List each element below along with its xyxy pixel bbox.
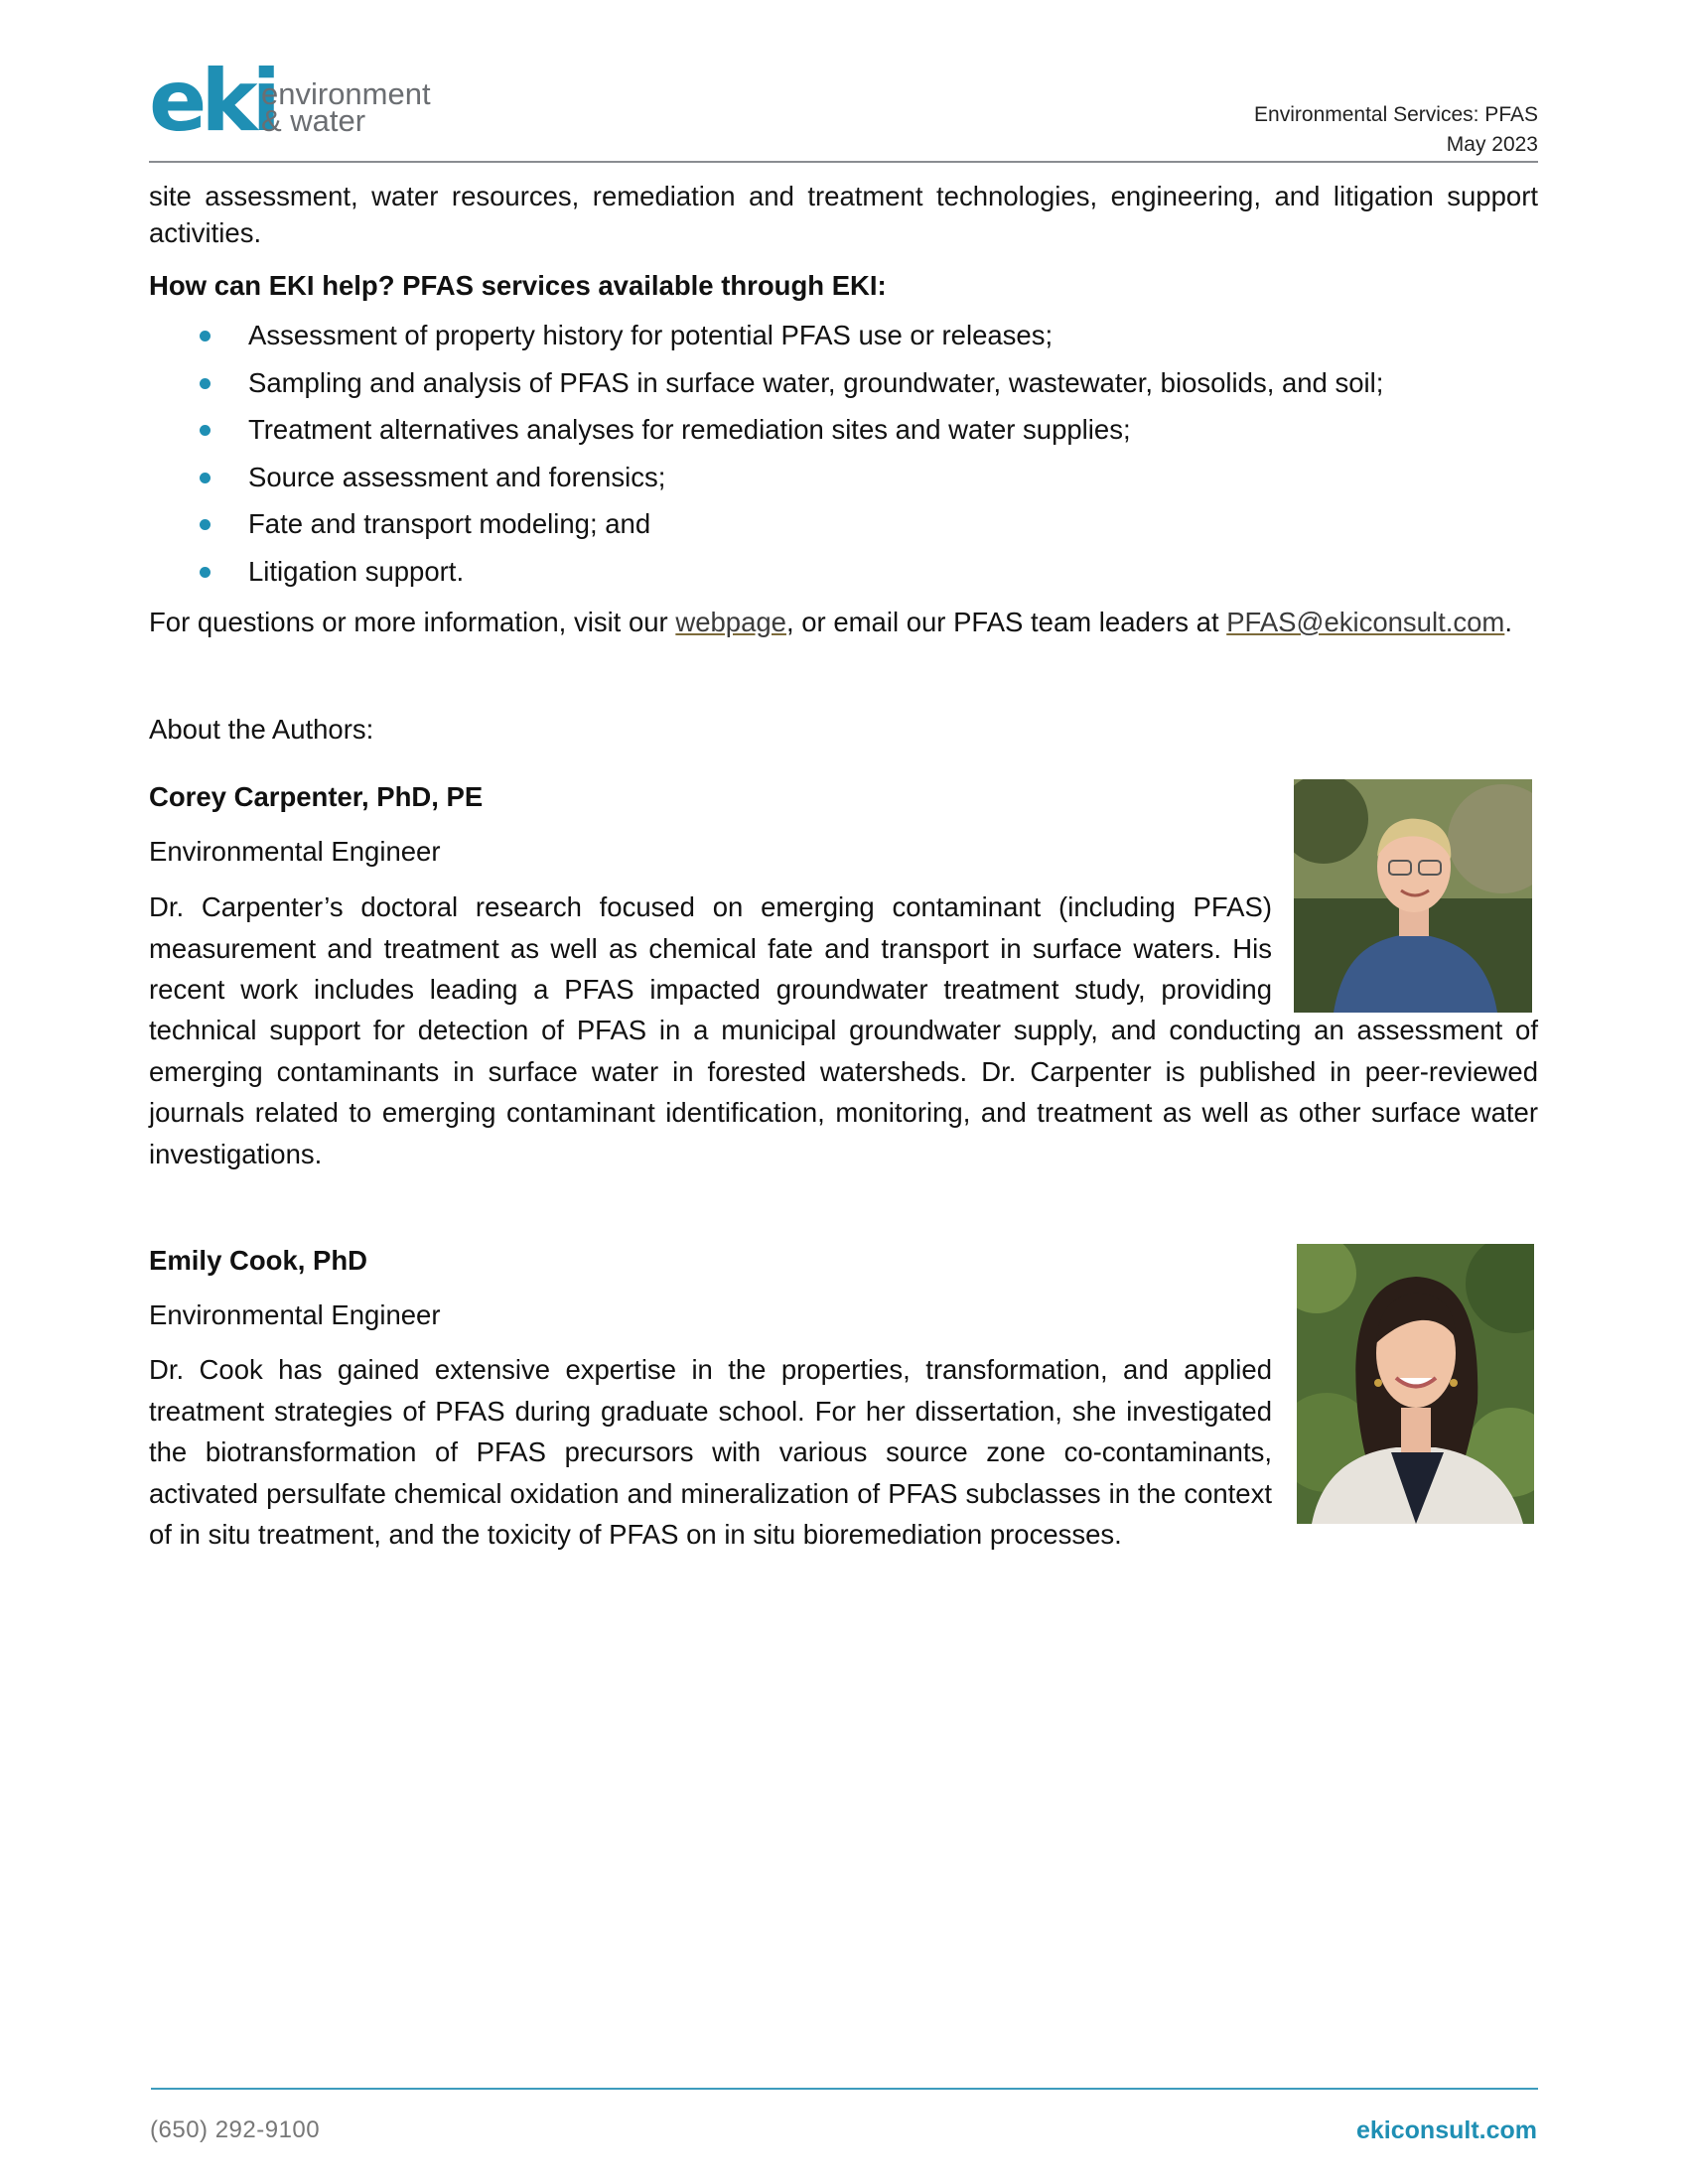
- author-name-cook: Emily Cook, PhD: [149, 1245, 368, 1276]
- contact-paragraph: For questions or more information, visit our webpage, or email our PFAS team leaders at PFAS@ekiconsult.com.: [149, 607, 1512, 637]
- list-item: Litigation support.: [149, 548, 1538, 596]
- company-logo: [149, 52, 457, 151]
- header-divider: [149, 161, 1538, 163]
- header-doc-info: [1254, 100, 1538, 160]
- bullet-icon: [200, 331, 211, 341]
- bullet-icon: [200, 425, 211, 436]
- author-bio-carpenter-lead: Dr. Carpenter’s doctoral research focused on emerging contaminant (including PFAS) measurement and treatment as well as chemical fate and transport in surface waters. His recent work includes leading a PFAS impacted groundwater treatment study, providing: [149, 891, 1272, 1006]
- doc-date: May 2023: [1446, 133, 1538, 156]
- bullet-icon: [200, 378, 211, 389]
- author-photo-carpenter: [1294, 779, 1532, 1013]
- services-list: [149, 312, 1538, 595]
- bullet-icon: [200, 567, 211, 578]
- author-bio-cook: Dr. Cook has gained extensive expertise in the properties, transformation, and applied treatment strategies of PFAS during graduate school. For her dissertation, she investigated the biotransformation of PFAS precursors with various source zone co-contaminants, activated persulfate chemical oxidation and mineralization of PFAS subclasses in the context of in situ treatment, and the toxicity of PFAS on in situ bioremediation processes.: [149, 1354, 1272, 1551]
- email-link[interactable]: PFAS@ekiconsult.com: [1226, 607, 1505, 637]
- bullet-icon: [200, 519, 211, 530]
- author-role-carpenter: Environmental Engineer: [149, 836, 441, 867]
- intro-paragraph: site assessment, water resources, remediation and treatment technologies, engineering, and litigation support activities.: [149, 181, 1538, 248]
- logo-wordmark: [261, 76, 431, 138]
- list-item: Treatment alternatives analyses for remediation sites and water supplies;: [149, 406, 1538, 454]
- author-role-cook: Environmental Engineer: [149, 1299, 441, 1330]
- list-item: Assessment of property history for potential PFAS use or releases;: [149, 312, 1538, 359]
- list-item: Fate and transport modeling; and: [149, 500, 1538, 548]
- doc-title: Environmental Services: PFAS: [1254, 103, 1538, 126]
- logo-line-environment: environment: [261, 76, 431, 111]
- footer-divider: [151, 2088, 1538, 2090]
- author-name-carpenter: Corey Carpenter, PhD, PE: [149, 781, 484, 812]
- footer-website-link[interactable]: ekiconsult.com: [1356, 2116, 1537, 2144]
- webpage-link[interactable]: webpage: [675, 607, 786, 637]
- author-bio-carpenter-rest: technical support for detection of PFAS in a municipal groundwater supply, and conducting an assessment of emerging contaminants in surface water in forested watersheds. Dr. Carpenter is published in peer-reviewed journals related to emerging contaminant identification, monitoring, and treatment as well as other surface water investigations.: [149, 1015, 1538, 1169]
- footer-phone: (650) 292-9100: [150, 2116, 321, 2143]
- list-item: Sampling and analysis of PFAS in surface water, groundwater, wastewater, biosolids, and soil;: [149, 359, 1538, 407]
- author-photo-cook: [1297, 1244, 1534, 1524]
- list-item: Source assessment and forensics;: [149, 454, 1538, 501]
- services-heading: How can EKI help? PFAS services available through EKI:: [149, 270, 887, 301]
- logo-mark: eki: [149, 52, 275, 151]
- bullet-icon: [200, 473, 211, 483]
- about-authors-title: About the Authors:: [149, 714, 374, 745]
- logo-line-water: & water: [261, 103, 366, 138]
